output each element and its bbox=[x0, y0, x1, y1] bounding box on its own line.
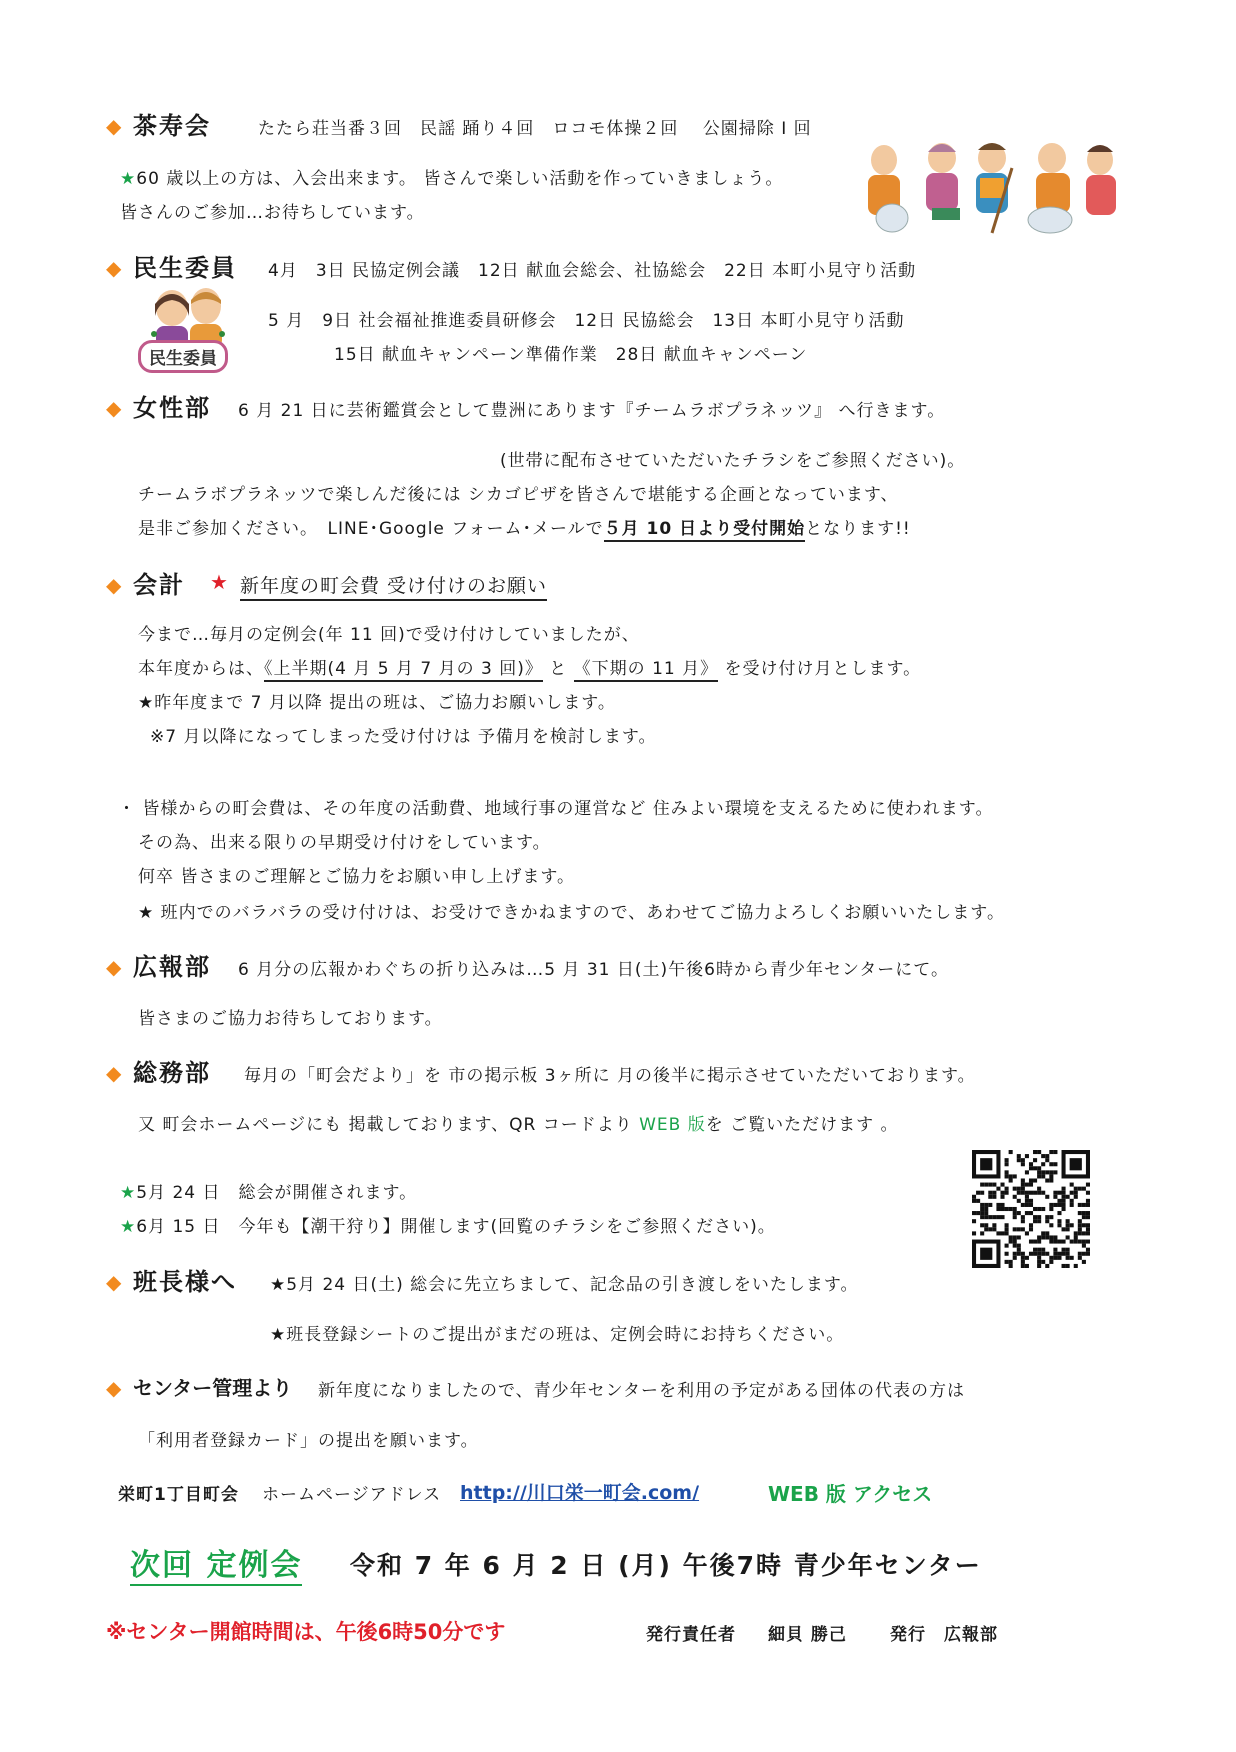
center-line1: 新年度になりましたので、青少年センターを利用の予定がある団体の代表の方は bbox=[318, 1381, 965, 1401]
chajukai-title: 茶寿会 bbox=[133, 112, 211, 140]
bullet-icon: ◆ bbox=[106, 955, 122, 979]
josei-title: 女性部 bbox=[133, 394, 211, 422]
bullet-icon: ◆ bbox=[106, 573, 122, 597]
homepage-url-link[interactable]: http://川口栄一町会.com/ bbox=[460, 1482, 700, 1504]
minsei-may2: 15日 献血キャンペーン準備作業 28日 献血キャンペーン bbox=[334, 345, 808, 365]
chajukai-summary: たたら荘当番３回 民謡 踊り４回 ロコモ体操２回 公園掃除 I 回 bbox=[258, 119, 812, 139]
publisher-name: 細貝 勝己 bbox=[768, 1625, 847, 1645]
josei-line3: チームラボプラネッツで楽しんだ後には シカゴピザを皆さんで堪能する企画となっています、 bbox=[138, 485, 899, 505]
kouhou-line2: 皆さまのご協力お待ちしております。 bbox=[138, 1009, 443, 1029]
hancho-title: 班長様へ bbox=[133, 1268, 237, 1296]
soumu-line1: 毎月の「町会だより」を 市の掲示板 3ヶ所に 月の後半に掲示させていただいております。 bbox=[244, 1066, 976, 1086]
qr-code[interactable] bbox=[972, 1150, 1090, 1268]
reception-start-date: ５月 10 日より受付開始 bbox=[604, 519, 806, 542]
minsei-badge: 民生委員 bbox=[138, 340, 228, 373]
homepage-label: ホームページアドレス bbox=[262, 1485, 442, 1505]
bullet-icon: ◆ bbox=[106, 256, 122, 280]
star-icon: ★ bbox=[120, 1217, 137, 1237]
issuer-label: 発行 bbox=[890, 1625, 926, 1645]
kouhou-title: 広報部 bbox=[133, 953, 211, 981]
kaikei-subtitle: 新年度の町会費 受け付けのお願い bbox=[240, 571, 547, 601]
bullet-icon: ◆ bbox=[106, 1061, 122, 1085]
elderly-volunteers-illustration bbox=[862, 138, 1116, 236]
kaikei-title: 会計 bbox=[133, 571, 185, 599]
bullet-icon: ◆ bbox=[106, 1376, 122, 1400]
minsei-april: 4月 3日 民協定例会議 12日 献血会総会、社協総会 22日 本町小見守り活動 bbox=[268, 261, 917, 281]
star-icon: ★ bbox=[120, 1183, 137, 1203]
josei-line1: 6 月 21 日に芸術鑑賞会として豊洲にあります『チームラボプラネッツ』 へ行きます。 bbox=[238, 401, 946, 421]
kaikei-line1: 今まで…毎月の定例会(年 11 回)で受け付けしていましたが、 bbox=[138, 625, 640, 645]
bullet-icon: ◆ bbox=[106, 1270, 122, 1294]
event-shiohigari: ★6月 15 日 今年も【潮干狩り】開催します(回覧のチラシをご参照ください)。 bbox=[120, 1217, 776, 1237]
soumu-line2: 又 町会ホームページにも 掲載しております、QR コードより WEB 版を ご覧いただけます 。 bbox=[138, 1115, 899, 1135]
next-meeting-detail: 令和 7 年 6 月 2 日 (月) 午後7時 青少年センター bbox=[350, 1551, 982, 1580]
chajukai-note: ★60 歳以上の方は、入会出来ます。 皆さんで楽しい活動を作っていきましょう。 bbox=[120, 169, 784, 189]
kaikei-line4: ※7 月以降になってしまった受け付けは 予備月を検討します。 bbox=[150, 727, 657, 747]
notice-line1: ・ 皆様からの町会費は、その年度の活動費、地域行事の運営など 住みよい環境を支えるために使われます。 bbox=[118, 799, 994, 819]
center-line2: 「利用者登録カード」の提出を願います。 bbox=[138, 1431, 479, 1451]
issuer-name: 広報部 bbox=[944, 1625, 998, 1645]
notice-line3: 何卒 皆さまのご理解とご協力をお願い申し上げます。 bbox=[138, 867, 576, 887]
publisher-label: 発行責任者 bbox=[646, 1625, 736, 1645]
kouhou-line1: 6 月分の広報かわぐちの折り込みは…5 月 31 日(土)午後6時から青少年センターにて。 bbox=[238, 960, 949, 980]
minsei-title: 民生委員 bbox=[133, 254, 237, 282]
org-name: 栄町1丁目町会 bbox=[118, 1485, 239, 1505]
soumu-title: 総務部 bbox=[133, 1059, 211, 1087]
notice-line4: ★ 班内でのバラバラの受け付けは、お受けできかねますので、あわせてご協力よろしくお願いいたします。 bbox=[138, 903, 1005, 923]
center-opening-note: ※センター開館時間は、午後6時50分です bbox=[106, 1620, 506, 1644]
josei-line4: 是非ご参加ください。 LINE･Google フォーム･メールで５月 10 日より受付開始となります!! bbox=[138, 514, 911, 539]
minsei-may1: 5 月 9日 社会福祉推進委員研修会 12日 民協総会 13日 本町小見守り活動 bbox=[268, 311, 905, 331]
event-soukai: ★5月 24 日 総会が開催されます。 bbox=[120, 1183, 418, 1203]
star-icon: ★ bbox=[210, 570, 228, 594]
hancho-line1: ★5月 24 日(土) 総会に先立ちまして、記念品の引き渡しをいたします。 bbox=[270, 1275, 859, 1295]
next-meeting-label: 次回 定例会 bbox=[130, 1540, 302, 1586]
kaikei-line2: 本年度からは、《上半期(4 月 5 月 7 月の 3 回)》 と 《下期の 11 月》 を受け付け月とします。 bbox=[138, 654, 921, 679]
josei-line2: (世帯に配布させていただいたチラシをご参照ください)。 bbox=[500, 451, 966, 471]
web-access-link[interactable]: WEB 版 アクセス bbox=[768, 1482, 933, 1506]
kaikei-line3: ★昨年度まで 7 月以降 提出の班は、ご協力お願いします。 bbox=[138, 693, 616, 713]
hancho-line2: ★班長登録シートのご提出がまだの班は、定例会時にお持ちください。 bbox=[270, 1325, 845, 1345]
chajukai-note2: 皆さんのご参加…お待ちしています。 bbox=[120, 203, 425, 223]
star-icon: ★ bbox=[120, 169, 137, 189]
bullet-icon: ◆ bbox=[106, 114, 122, 138]
notice-line2: その為、出来る限りの早期受け付けをしています。 bbox=[138, 833, 551, 853]
bullet-icon: ◆ bbox=[106, 396, 122, 420]
center-title: センター管理より bbox=[133, 1376, 293, 1400]
